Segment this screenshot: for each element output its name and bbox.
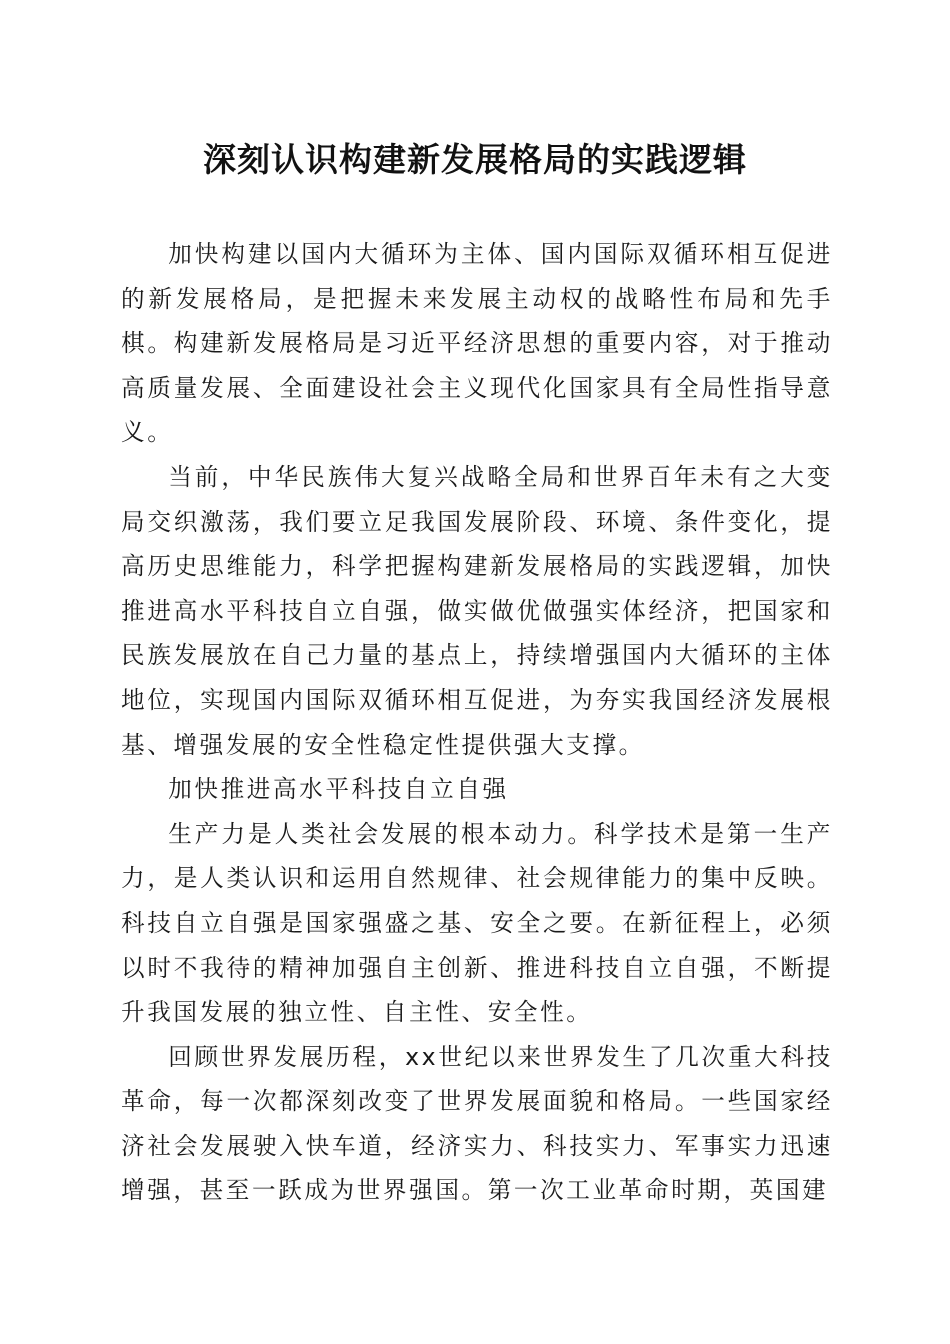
paragraph-intro: 加快构建以国内大循环为主体、国内国际双循环相互促进的新发展格局，是把握未来发展主动权的战略性布局和先手棋。构建新发展格局是习近平经济思想的重要内容，对于推动高质量发展、全面建设社会主义现代化国家具有全局性指导意义。 <box>121 240 833 447</box>
document-body <box>121 232 833 1213</box>
paragraph-history: 回顾世界发展历程，xx世纪以来世界发生了几次重大科技革命，每一次都深刻改变了世界发展面貌和格局。一些国家经济社会发展驶入快车道，经济实力、科技实力、军事实力迅速增强，甚至一跃成为世界强国。第一次工业革命时期，英国建 <box>121 1042 833 1205</box>
paragraph-current-situation: 当前，中华民族伟大复兴战略全局和世界百年未有之大变局交织激荡，我们要立足我国发展阶段、环境、条件变化，提高历史思维能力，科学把握构建新发展格局的实践逻辑，加快推进高水平科技自立自强，做实做优做强实体经济，把国家和民族发展放在自己力量的基点上，持续增强国内大循环的主体地位，实现国内国际双循环相互促进，为夯实我国经济发展根基、增强发展的安全性稳定性提供强大支撑。 <box>121 462 833 759</box>
section-heading: 加快推进高水平科技自立自强 <box>168 775 509 804</box>
paragraph-productivity: 生产力是人类社会发展的根本动力。科学技术是第一生产力，是人类认识和运用自然规律、社会规律能力的集中反映。科技自立自强是国家强盛之基、安全之要。在新征程上，必须以时不我待的精神加强自主创新、推进科技自立自强，不断提升我国发展的独立性、自主性、安全性。 <box>121 819 833 1027</box>
document-title: 深刻认识构建新发展格局的实践逻辑 <box>203 140 747 179</box>
